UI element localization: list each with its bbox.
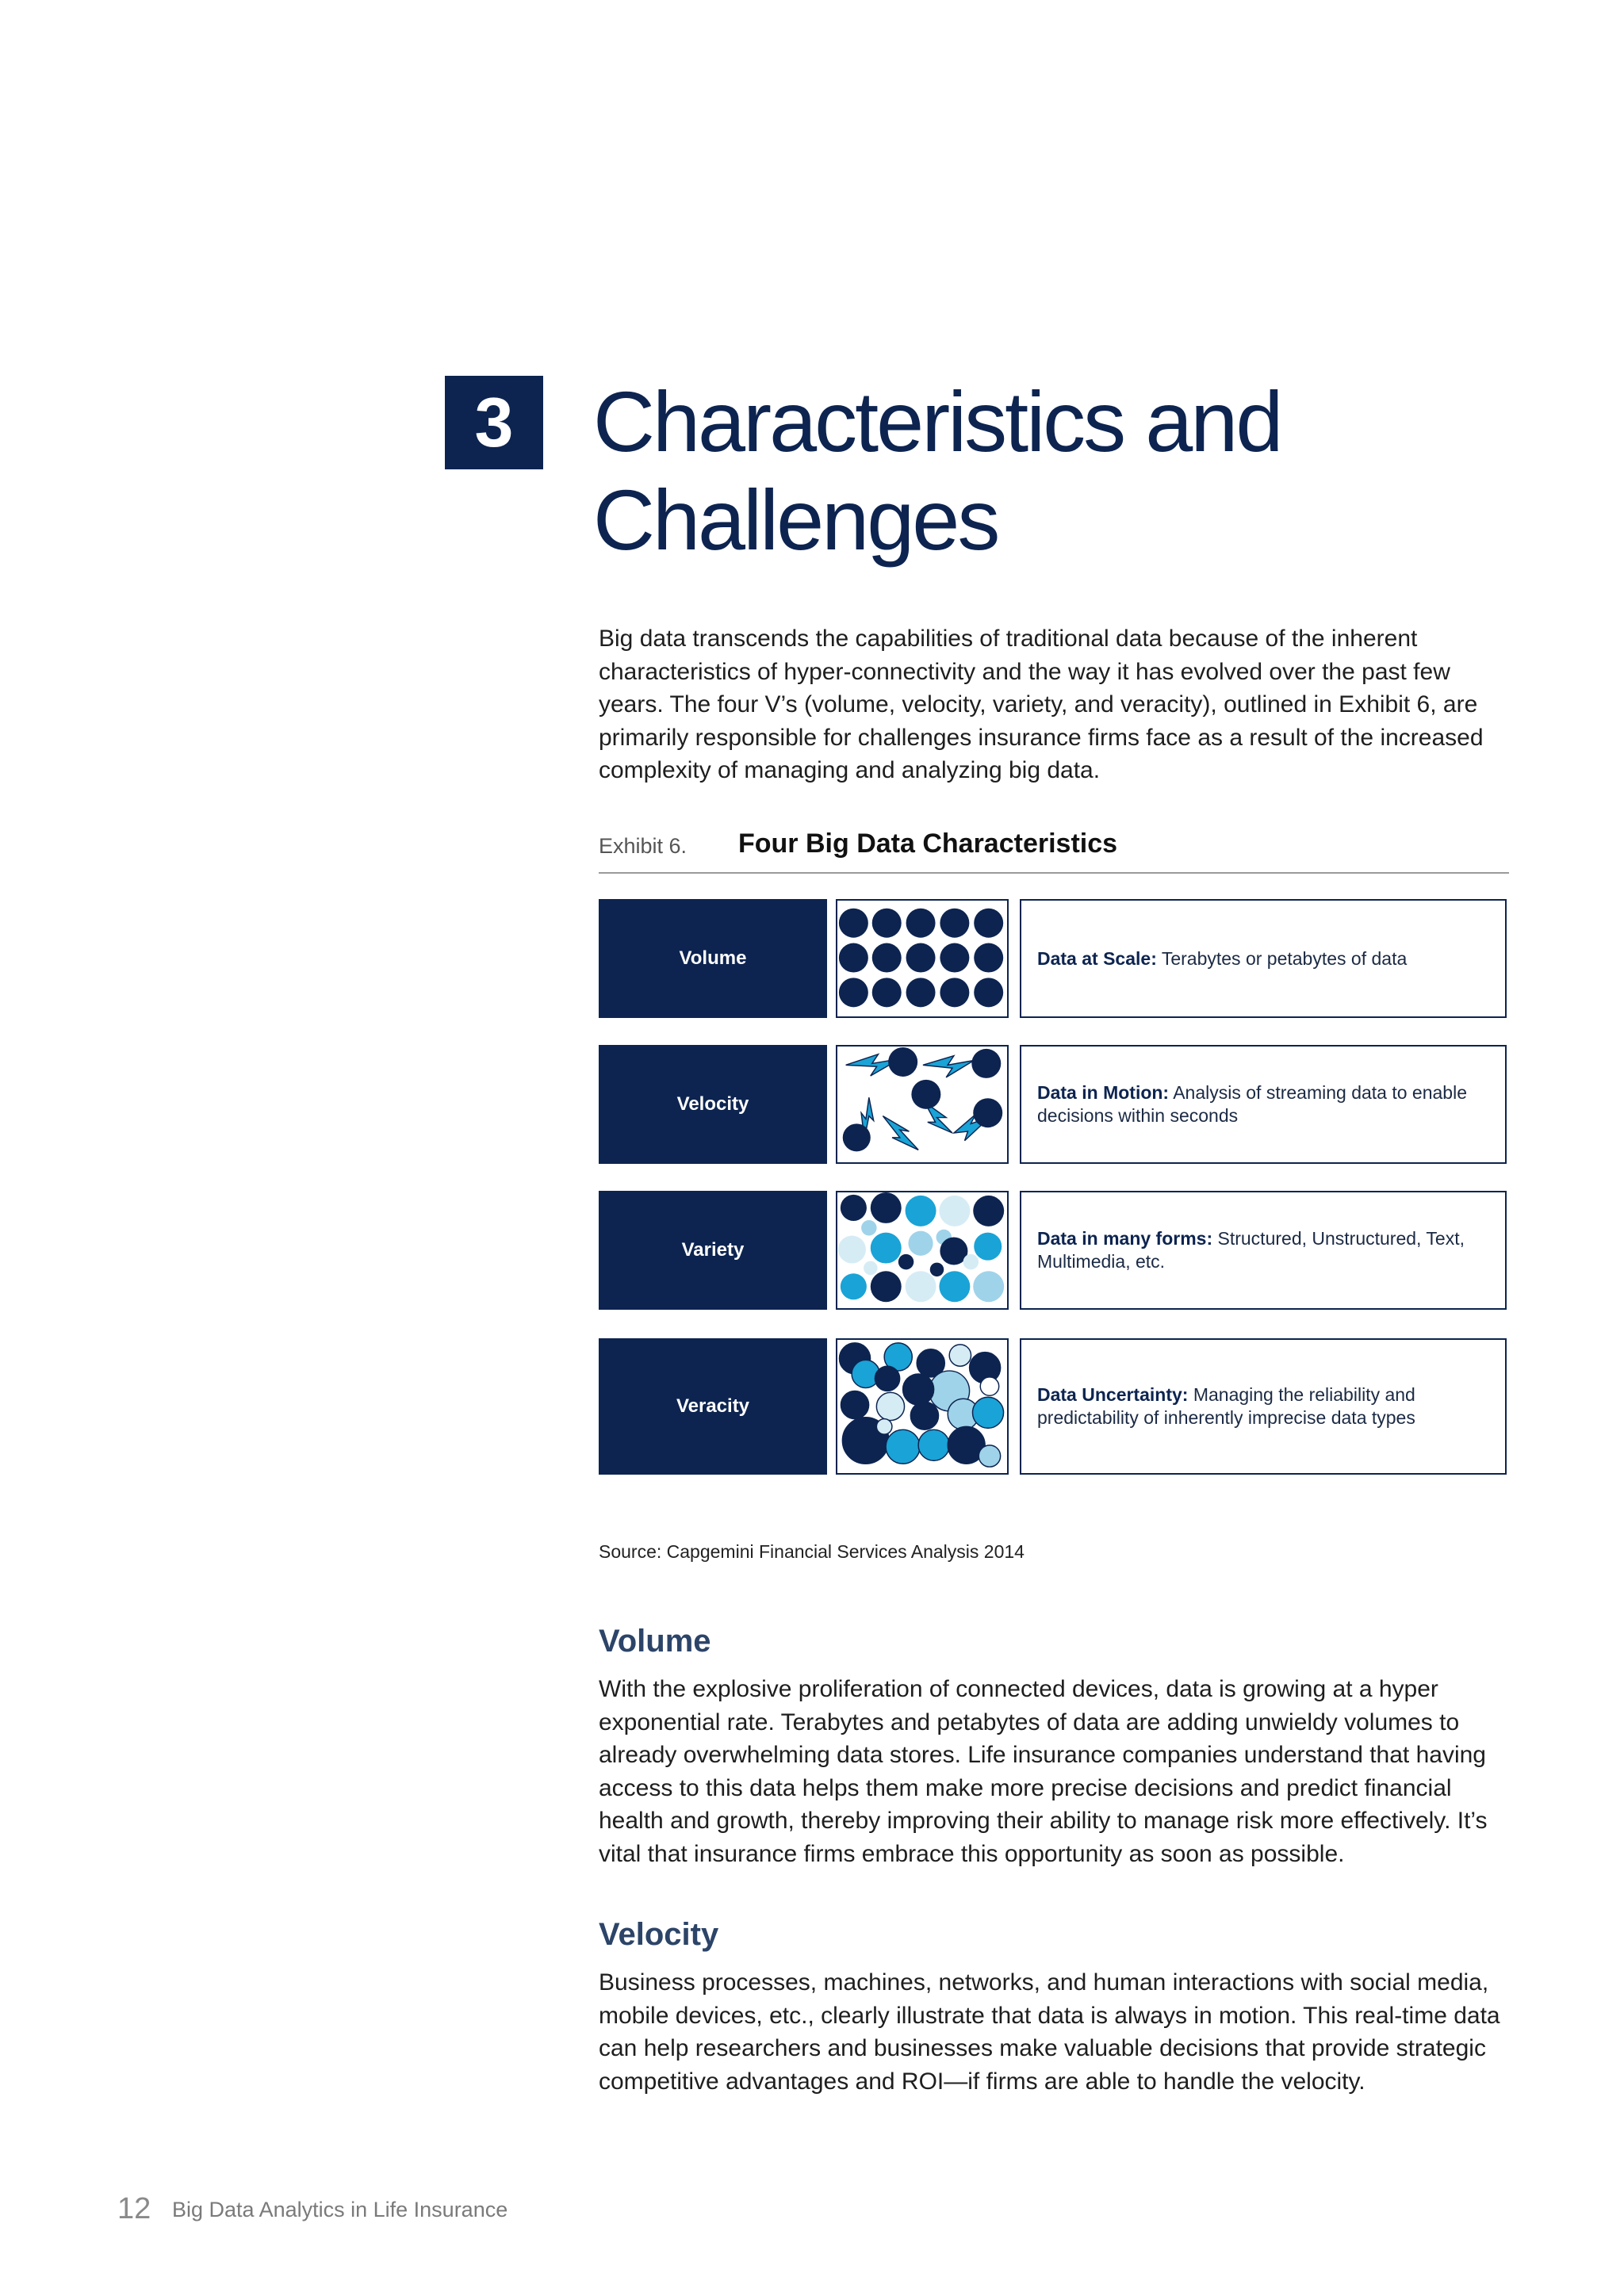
chapter-title	[593, 373, 1465, 569]
desc-text: Analysis of streaming data to enable decisions within seconds	[1037, 1082, 1467, 1126]
exhibit-row-desc-volume	[1020, 899, 1507, 1018]
desc-bold: Data at Scale:	[1037, 947, 1157, 969]
volume-illustration	[836, 899, 1009, 1018]
exhibit-row-label-veracity: Veracity	[599, 1338, 827, 1475]
chapter-title-line-2: Challenges	[593, 472, 998, 568]
exhibit-row-label-volume: Volume	[599, 899, 827, 1018]
exhibit-title: Four Big Data Characteristics	[738, 828, 1118, 859]
exhibit-row-label-velocity: Velocity	[599, 1045, 827, 1164]
exhibit-divider	[599, 872, 1509, 874]
desc-text: Managing the reliability and predictability of inherently imprecise data types	[1037, 1384, 1415, 1428]
section-heading-volume: Volume	[599, 1624, 711, 1659]
section-body-volume: With the explosive proliferation of connected devices, data is growing at a hyper exponential rate. Terabytes and petabytes of data are adding unwieldy volumes to already overwhelming data stores. Life insurance companies understand that having access to this data helps them make more precise decisions and predict financial health and growth, thereby improving their ability to manage risk more effectively. It’s vital that insurance firms embrace this opportunity as soon as possible.	[599, 1676, 1488, 1867]
velocity-lightning-graphic	[837, 1047, 1007, 1162]
velocity-illustration	[836, 1045, 1009, 1164]
desc-bold: Data Uncertainty:	[1037, 1384, 1189, 1405]
volume-dots-graphic	[837, 901, 1007, 1016]
desc-text: Terabytes or petabytes of data	[1161, 947, 1408, 969]
exhibit-label: Exhibit 6.	[599, 834, 688, 858]
veracity-overlapping-dots-graphic	[837, 1340, 1007, 1473]
desc-bold: Data in many forms:	[1037, 1228, 1213, 1249]
intro-paragraph: Big data transcends the capabilities of traditional data because of the inherent characteristics of hyper-connectivity and the way it has evolved over the past few years. The four V’s (volume, velocity, variety, and veracity), outlined in Exhibit 6, are primarily responsible for challenges insurance firms face as a result of the increased complexity of managing and analyzing big data.	[599, 626, 1484, 783]
desc-bold: Data in Motion:	[1037, 1082, 1170, 1103]
page-number: 12	[117, 2192, 151, 2225]
desc-text: Structured, Unstructured, Text, Multimedia, etc.	[1037, 1228, 1465, 1272]
exhibit-row-desc-variety	[1020, 1191, 1507, 1310]
exhibit-source: Source: Capgemini Financial Services Analysis 2014	[599, 1541, 1025, 1562]
exhibit-row-desc-veracity	[1020, 1338, 1507, 1475]
variety-illustration	[836, 1191, 1009, 1310]
section-heading-velocity: Velocity	[599, 1917, 719, 1952]
chapter-title-line-1: Characteristics and	[593, 373, 1281, 469]
footer-doc-title: Big Data Analytics in Life Insurance	[172, 2198, 508, 2221]
veracity-illustration	[836, 1338, 1009, 1475]
chapter-number-badge: 3	[445, 376, 543, 469]
section-body-velocity: Business processes, machines, networks, and human interactions with social media, mobile devices, etc., clearly illustrate that data is always in motion. This real-time data can help researchers and businesses make valuable decisions that provide strategic competitive advantages and ROI—if firms are able to handle the velocity.	[599, 1969, 1500, 2095]
exhibit-row-label-variety: Variety	[599, 1191, 827, 1310]
variety-dots-graphic	[837, 1192, 1007, 1308]
exhibit-row-desc-velocity	[1020, 1045, 1507, 1164]
